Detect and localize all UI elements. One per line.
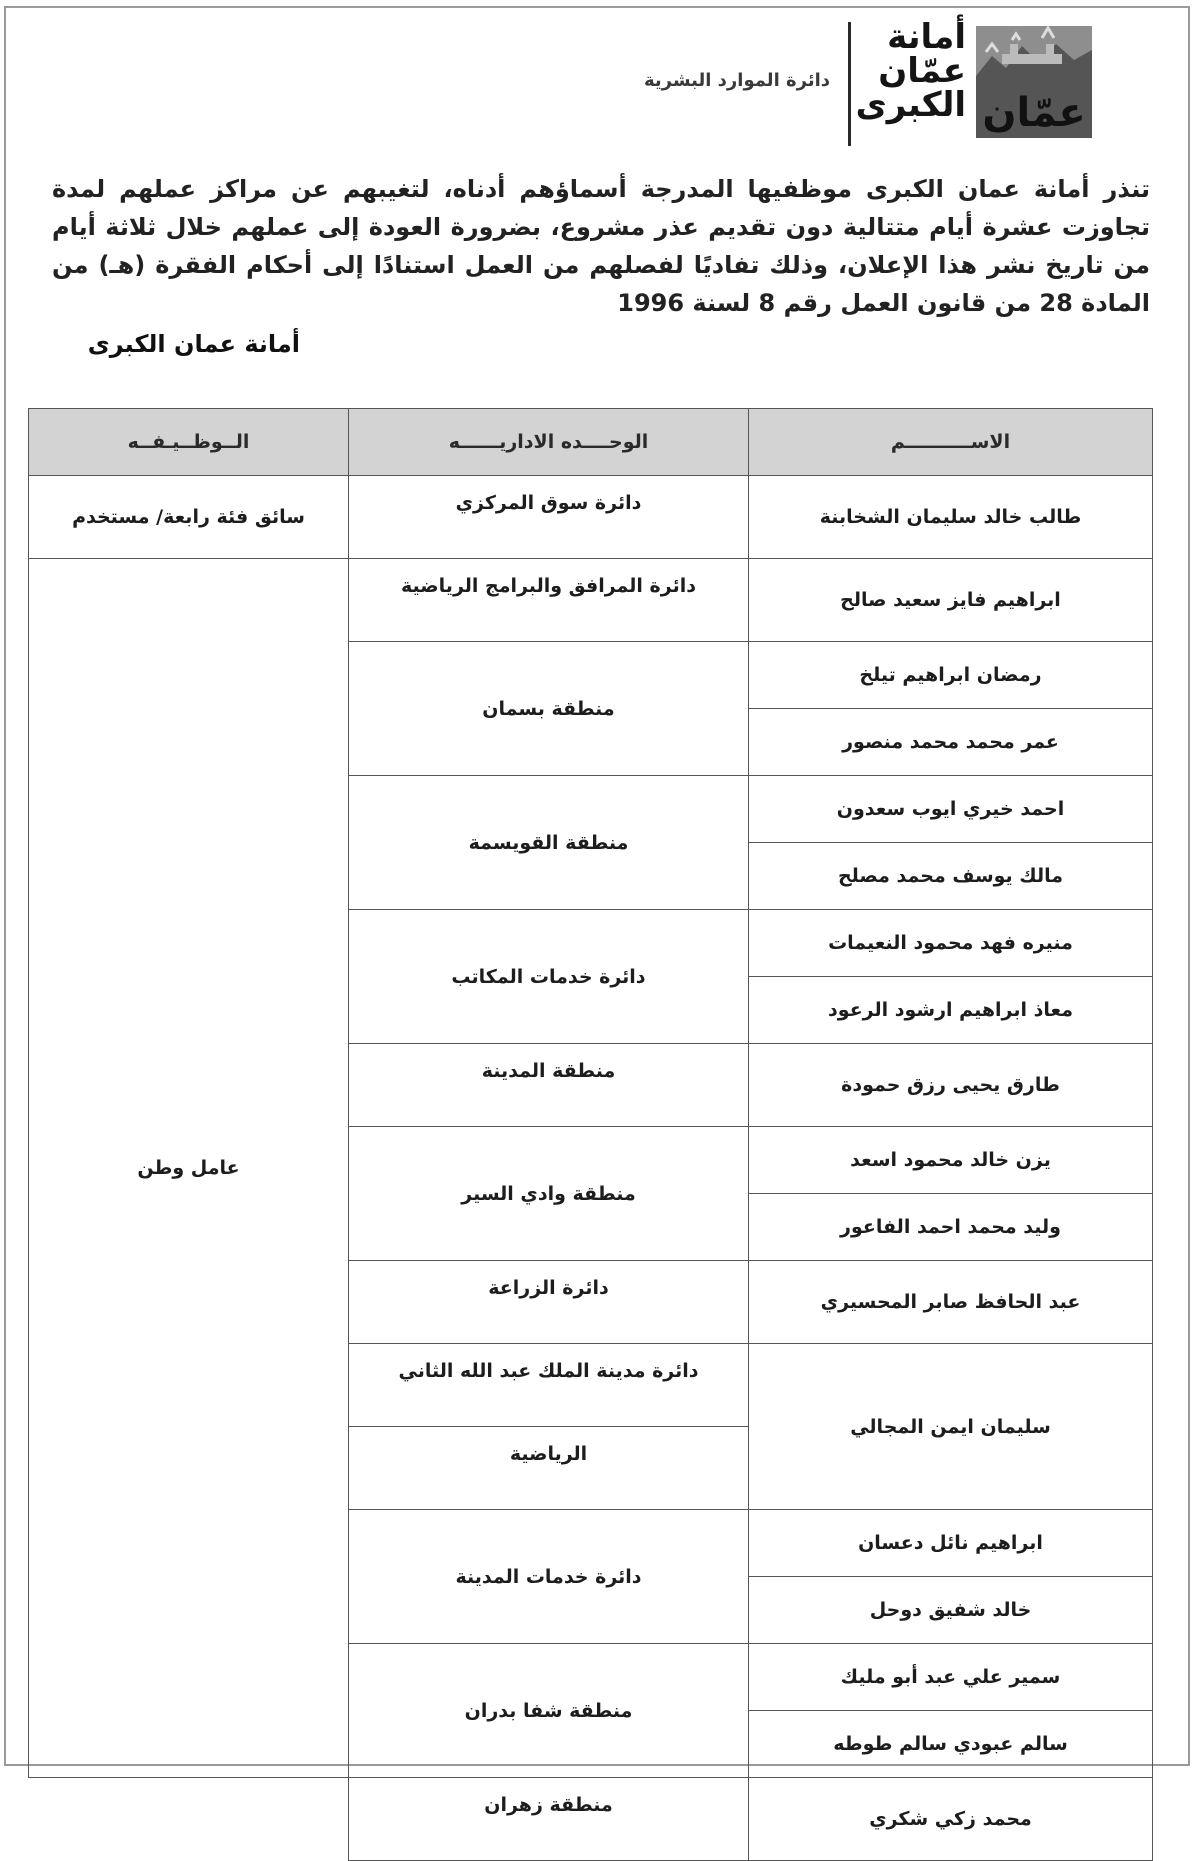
- employee-name: احمد خيري ايوب سعدون: [749, 776, 1153, 843]
- employee-name: وليد محمد احمد الفاعور: [749, 1194, 1153, 1261]
- admin-unit: منطقة القويسمة: [349, 776, 749, 910]
- logo-line-3: الكبرى: [855, 85, 966, 125]
- table-row: [29, 559, 1153, 642]
- header-name: الاســــــــــم: [749, 409, 1153, 476]
- logo-line-2: عمّان: [878, 51, 966, 91]
- employee-name: سالم عبودي سالم طوطه: [749, 1711, 1153, 1778]
- notice-paragraph: تنذر أمانة عمان الكبرى موظفيها المدرجة أسماؤهم أدناه، لتغيبهم عن مراكز عملهم لمدة تجاوزت عشرة أيام متتالية دون تقديم عذر مشروع، بضرورة العودة إلى عملهم خلال ثلاثة أيام من تاريخ نشر هذا الإعلان، وذلك تفاديًا لفصلهم من العمل استنادًا إلى أحكام الفقرة (هـ) من المادة 28 من قانون العمل رقم 8 لسنة 1996: [52, 175, 1150, 317]
- employee-table: [28, 408, 1153, 1861]
- amman-logo-emblem: [972, 16, 1096, 148]
- employee-name: يزن خالد محمود اسعد: [749, 1127, 1153, 1194]
- employee-name: مالك يوسف محمد مصلح: [749, 843, 1153, 910]
- employee-name: ابراهيم نائل دعسان: [749, 1510, 1153, 1577]
- logo-wordmark: [855, 17, 966, 125]
- admin-unit-line-1: دائرة مدينة الملك عبد الله الثاني: [349, 1344, 749, 1427]
- admin-unit: دائرة سوق المركزي: [349, 476, 749, 559]
- employee-name: طارق يحيى رزق حمودة: [749, 1044, 1153, 1127]
- table-row: [29, 1778, 1153, 1861]
- admin-unit: دائرة خدمات المكاتب: [349, 910, 749, 1044]
- employee-name: منيره فهد محمود النعيمات: [749, 910, 1153, 977]
- header-job: الــوظــيـفــه: [29, 409, 349, 476]
- employee-name: ابراهيم فايز سعيد صالح: [749, 559, 1153, 642]
- issuer-signature: أمانة عمان الكبرى: [87, 330, 300, 358]
- admin-unit: دائرة خدمات المدينة: [349, 1510, 749, 1644]
- employee-name: محمد زكي شكري: [749, 1778, 1153, 1861]
- admin-unit: منطقة بسمان: [349, 642, 749, 776]
- admin-unit-line-2: الرياضية: [349, 1427, 749, 1510]
- employee-name: عمر محمد محمد منصور: [749, 709, 1153, 776]
- logo-mark-text: عمّان: [982, 90, 1086, 136]
- employee-name: طالب خالد سليمان الشخابنة: [749, 476, 1153, 559]
- job-title: عامل وطن: [29, 559, 349, 1778]
- table-header-row: [29, 409, 1153, 476]
- header-divider: [848, 22, 851, 146]
- logo-line-1: أمانة: [887, 17, 966, 57]
- employee-name: معاذ ابراهيم ارشود الرعود: [749, 977, 1153, 1044]
- admin-unit: منطقة المدينة: [349, 1044, 749, 1127]
- employee-name: رمضان ابراهيم تيلخ: [749, 642, 1153, 709]
- header-unit: الوحــــده الاداريــــــه: [349, 409, 749, 476]
- job-title: سائق فئة رابعة/ مستخدم: [29, 476, 349, 559]
- employee-name: خالد شفيق دوحل: [749, 1577, 1153, 1644]
- admin-unit: دائرة الزراعة: [349, 1261, 749, 1344]
- letterhead: [0, 0, 1200, 160]
- employee-name: سليمان ايمن المجالي: [749, 1344, 1153, 1510]
- admin-unit: منطقة وادي السير: [349, 1127, 749, 1261]
- employee-name: سمير علي عبد أبو مليك: [749, 1644, 1153, 1711]
- admin-unit: منطقة شفا بدران: [349, 1644, 749, 1778]
- department-name: دائرة الموارد البشرية: [643, 70, 830, 91]
- admin-unit: دائرة المرافق والبرامج الرياضية: [349, 559, 749, 642]
- table-row: [29, 476, 1153, 559]
- employee-name: عبد الحافظ صابر المحسيري: [749, 1261, 1153, 1344]
- admin-unit: منطقة زهران: [349, 1778, 749, 1861]
